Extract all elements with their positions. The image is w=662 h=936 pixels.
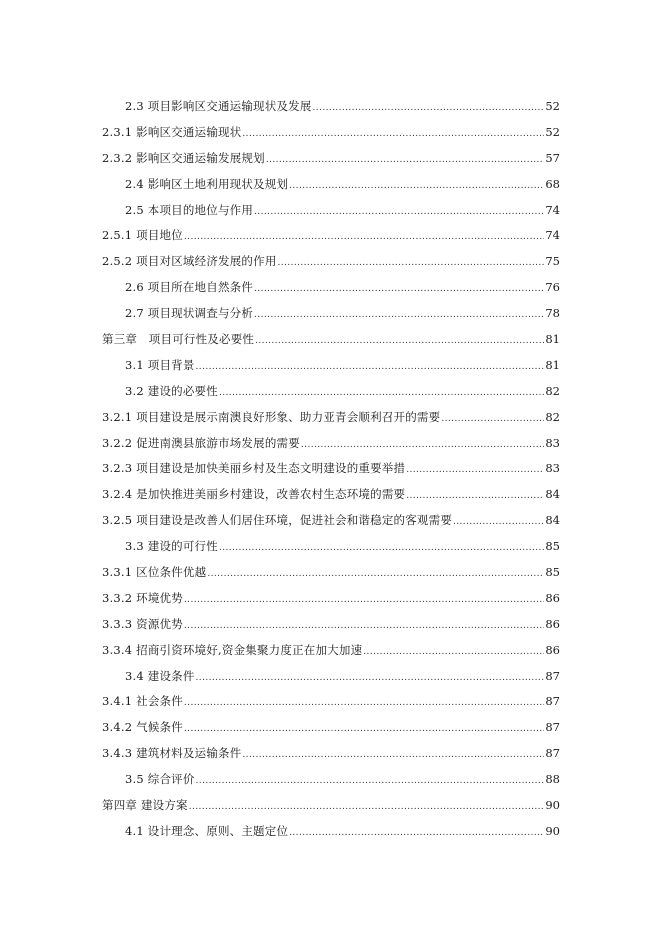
toc-entry-title: 2.3 项目影响区交通运输现状及发展 (125, 99, 312, 113)
toc-entry-page-number: 75 (545, 254, 560, 269)
toc-entry[interactable] (102, 767, 560, 793)
toc-entry[interactable] (102, 508, 560, 534)
toc-entry[interactable] (102, 120, 560, 146)
dot-leader (184, 689, 544, 717)
toc-entry-title: 3.2.2 促进南澳县旅游市场发展的需要 (102, 435, 300, 450)
toc-entry-page-number: 83 (545, 461, 560, 476)
toc-entry[interactable] (102, 612, 560, 638)
toc-entry-page-number: 82 (545, 409, 560, 424)
dot-leader (242, 120, 544, 148)
toc-entry-title: 第三章 项目可行性及必要性 (102, 332, 255, 347)
toc-entry-page-number: 78 (545, 306, 560, 321)
toc-entry-page-number: 90 (545, 823, 560, 838)
dot-leader (406, 456, 544, 484)
toc-entry[interactable] (102, 327, 560, 353)
toc-entry-title: 3.1 项目背景 (125, 357, 195, 372)
dot-leader (196, 664, 545, 692)
dot-leader (441, 405, 544, 433)
dot-leader (184, 715, 544, 743)
toc-entry-title: 2.4 影响区土地利用现状及规划 (125, 176, 289, 191)
dot-leader (255, 327, 544, 355)
toc-entry[interactable] (102, 664, 560, 690)
dot-leader (184, 223, 544, 251)
toc-entry[interactable] (102, 379, 560, 405)
toc-entry-page-number: 88 (545, 772, 560, 787)
dot-leader (254, 301, 544, 329)
toc-entry-title: 2.7 项目现状调查与分析 (125, 306, 254, 321)
toc-entry-page-number: 84 (545, 513, 560, 528)
toc-entry-title: 3.4.3 建筑材料及运输条件 (102, 746, 242, 761)
toc-entry-page-number: 74 (545, 228, 560, 243)
toc-entry-page-number: 86 (545, 590, 560, 605)
toc-entry[interactable] (102, 146, 560, 172)
toc-entry[interactable] (102, 741, 560, 767)
toc-entry-title: 2.3.1 影响区交通运输现状 (102, 124, 242, 139)
toc-entry-page-number: 68 (545, 176, 560, 191)
toc-entry[interactable] (102, 249, 560, 275)
dot-leader (254, 198, 544, 226)
toc-entry-title: 3.3.3 资源优势 (102, 616, 183, 631)
toc-entry-title: 3.5 综合评价 (125, 772, 195, 787)
toc-entry-title: 3.4 建设条件 (125, 668, 195, 683)
dot-leader (406, 482, 544, 510)
toc-entry-page-number: 87 (545, 694, 560, 709)
toc-entry[interactable] (102, 689, 560, 715)
toc-entry-page-number: 52 (545, 124, 560, 139)
toc-entry[interactable] (102, 275, 560, 301)
dot-leader (278, 249, 545, 277)
toc-entry-title: 3.2.4 是加快推进美丽乡村建设，改善农村生态环境的需要 (102, 487, 406, 502)
toc-entry[interactable] (102, 819, 560, 845)
toc-entry[interactable] (102, 715, 560, 741)
toc-entry[interactable] (102, 223, 560, 249)
toc-entry-page-number: 86 (545, 616, 560, 631)
dot-leader (363, 638, 544, 666)
toc-entry-title: 3.2.1 项目建设是展示南澳良好形象、助力亚青会顺利召开的需要 (102, 409, 441, 424)
toc-entry-title: 4.1 设计理念、原则、主题定位 (125, 823, 289, 838)
toc-entry-title: 2.3.2 影响区交通运输发展规划 (102, 150, 265, 165)
toc-entry-page-number: 76 (545, 280, 560, 295)
dot-leader (289, 172, 544, 200)
toc-entry-title: 2.5 本项目的地位与作用 (125, 202, 254, 217)
dot-leader (289, 819, 544, 847)
toc-entry-title: 3.3.1 区位条件优越 (102, 565, 207, 580)
dot-leader (189, 793, 545, 821)
toc-entry[interactable] (102, 431, 560, 457)
toc-entry-title: 3.4.1 社会条件 (102, 694, 183, 709)
toc-entry-page-number: 74 (545, 202, 560, 217)
toc-entry-page-number: 82 (545, 383, 560, 398)
dot-leader (184, 586, 544, 614)
dot-leader (313, 94, 545, 122)
toc-entry[interactable] (102, 560, 560, 586)
table-of-contents (102, 94, 560, 845)
dot-leader (301, 431, 544, 459)
toc-entry-page-number: 85 (545, 565, 560, 580)
toc-entry-title: 3.3 建设的可行性 (125, 539, 218, 554)
toc-entry-page-number: 52 (545, 99, 560, 113)
toc-entry-page-number: 90 (545, 798, 560, 813)
toc-entry-title: 2.6 项目所在地自然条件 (125, 280, 254, 295)
toc-entry-page-number: 87 (545, 720, 560, 735)
toc-entry[interactable] (102, 638, 560, 664)
dot-leader (219, 534, 544, 562)
toc-entry-title: 3.3.2 环境优势 (102, 590, 183, 605)
toc-entry-title: 3.4.2 气候条件 (102, 720, 183, 735)
dot-leader (242, 741, 544, 769)
toc-entry-title: 3.2 建设的必要性 (125, 383, 218, 398)
toc-entry[interactable] (102, 353, 560, 379)
toc-entry[interactable] (102, 586, 560, 612)
toc-entry-title: 2.5.1 项目地位 (102, 228, 183, 243)
toc-entry[interactable] (102, 94, 560, 120)
toc-entry-page-number: 87 (545, 746, 560, 761)
toc-entry[interactable] (102, 405, 560, 431)
toc-entry[interactable] (102, 301, 560, 327)
toc-entry[interactable] (102, 198, 560, 224)
toc-entry[interactable] (102, 793, 560, 819)
toc-entry-title: 3.2.3 项目建设是加快美丽乡村及生态文明建设的重要举措 (102, 461, 406, 476)
toc-entry-page-number: 85 (545, 539, 560, 554)
toc-entry-page-number: 83 (545, 435, 560, 450)
toc-entry-page-number: 84 (545, 487, 560, 502)
dot-leader (254, 275, 544, 303)
toc-entry-title: 3.2.5 项目建设是改善人们居住环境，促进社会和谐稳定的客观需要 (102, 513, 453, 528)
dot-leader (219, 379, 544, 407)
toc-entry-page-number: 81 (545, 357, 560, 372)
toc-entry-title: 3.3.4 招商引资环境好,资金集聚力度正在加大加速 (102, 642, 363, 657)
toc-entry[interactable] (102, 482, 560, 508)
dot-leader (266, 146, 545, 174)
toc-entry[interactable] (102, 456, 560, 482)
toc-entry-page-number: 81 (545, 332, 560, 347)
dot-leader (184, 612, 544, 640)
toc-entry-page-number: 86 (545, 642, 560, 657)
toc-entry-page-number: 87 (545, 668, 560, 683)
toc-entry-title: 2.5.2 项目对区域经济发展的作用 (102, 254, 277, 269)
toc-entry-title: 第四章 建设方案 (102, 798, 188, 813)
dot-leader (196, 767, 545, 795)
toc-entry-page-number: 57 (545, 150, 560, 165)
dot-leader (207, 560, 544, 588)
toc-entry[interactable] (102, 172, 560, 198)
toc-entry[interactable] (102, 534, 560, 560)
dot-leader (453, 508, 544, 536)
dot-leader (196, 353, 545, 381)
